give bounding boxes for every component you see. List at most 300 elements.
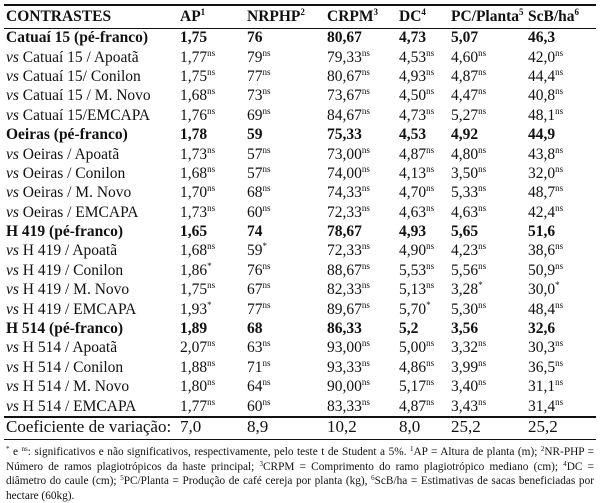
cell-value: 64 [247, 378, 263, 396]
table-cell [451, 319, 528, 338]
cell-superscript: * [478, 280, 483, 291]
cell-value: 4,50 [399, 87, 427, 105]
table-cell [327, 377, 399, 396]
contrast-row [6, 241, 598, 260]
row-label [6, 125, 180, 144]
cell-superscript: 2 [300, 7, 305, 17]
table-cell [528, 125, 598, 144]
row-label [6, 86, 180, 105]
table-cell [451, 47, 528, 66]
table-cell [180, 358, 247, 377]
cell-value: 5,33 [451, 184, 479, 202]
table-cell [327, 241, 399, 260]
cell-superscript: 6 [574, 7, 580, 17]
row-label [6, 183, 180, 202]
table-cell [247, 47, 327, 66]
row-label [6, 319, 180, 338]
row-label [6, 261, 180, 280]
table-cell [451, 222, 528, 241]
row-label-text: Catuaí 15 / Apoatã [18, 48, 139, 66]
cell-value: 5,65 [451, 223, 479, 241]
cell-superscript: ns [426, 47, 435, 58]
table-cell [451, 261, 528, 280]
row-label-text: Oeiras (pé-franco) [6, 126, 128, 144]
cell-value: 40,8 [528, 87, 556, 105]
column-header [327, 5, 399, 28]
table-cell [399, 203, 451, 222]
cell-value: 4,87 [399, 145, 427, 163]
cell-value: DC [399, 8, 422, 25]
contrast-row [6, 261, 598, 280]
contrast-row [6, 67, 598, 86]
cell-superscript: 3 [373, 7, 378, 17]
table-cell [399, 67, 451, 86]
row-label-text: H 514 / EMCAPA [18, 397, 137, 415]
cell-value: 1,78 [180, 126, 208, 144]
cell-value: 1,68 [180, 164, 208, 182]
cell-superscript: ns [478, 260, 487, 271]
contrast-row [6, 299, 598, 318]
cell-value: 76 [247, 29, 263, 47]
cell-superscript: * [207, 260, 212, 271]
cell-value: 80,67 [327, 29, 362, 47]
cell-value: 5,00 [399, 339, 427, 357]
table-cell [327, 183, 399, 202]
row-label [6, 28, 180, 47]
vs-prefix: vs [6, 184, 19, 202]
table-cell [327, 164, 399, 183]
cv-label: Coeficiente de variação: [6, 417, 172, 437]
cell-value: 44,9 [528, 126, 556, 144]
table-cell [399, 144, 451, 163]
row-label-text: H 514 / Conilon [18, 358, 124, 376]
footnote-text: DC = diâmetro do caule (cm); [6, 460, 594, 487]
cell-superscript: ns [207, 338, 216, 349]
cell-value: 63 [247, 339, 263, 357]
cell-superscript: ns [426, 338, 435, 349]
cell-value: CRPM [327, 8, 374, 25]
cell-value: 4,70 [399, 184, 427, 202]
cv-value: 10,2 [327, 417, 357, 437]
cell-superscript: ns [478, 47, 487, 58]
table-cell [399, 106, 451, 125]
cell-value: 73 [247, 87, 263, 105]
row-label [6, 203, 180, 222]
cell-value: 1,70 [180, 184, 208, 202]
row-label-text: Oeiras / Apoatã [18, 145, 120, 163]
cell-value: 3,43 [451, 397, 479, 415]
table-cell [247, 183, 327, 202]
cell-value: 60 [247, 203, 263, 221]
cell-superscript: * [262, 241, 267, 252]
cell-superscript: ns [207, 163, 216, 174]
results-table [6, 5, 598, 438]
vs-prefix: vs [6, 397, 19, 415]
table-cell [451, 203, 528, 222]
cell-value: 90,00 [327, 378, 362, 396]
cell-superscript: ns [478, 183, 487, 194]
cell-value: 4,93 [399, 67, 427, 85]
cell-value: 3,28 [451, 281, 479, 299]
cell-value: 68 [247, 320, 263, 338]
row-label-text: Oeiras / EMCAPA [18, 203, 139, 221]
table-cell [528, 299, 598, 318]
table-cell [451, 67, 528, 86]
cell-superscript: ns [426, 280, 435, 291]
vs-prefix: vs [6, 48, 19, 66]
row-label-text: Catuaí 15/EMCAPA [18, 106, 151, 124]
cell-value: 67 [247, 281, 263, 299]
cell-value: 3,99 [451, 358, 479, 376]
table-cell [180, 203, 247, 222]
cell-value: 5,53 [399, 261, 427, 279]
cell-superscript: ns [555, 86, 564, 97]
table-cell [451, 299, 528, 318]
cell-value: 3,40 [451, 378, 479, 396]
cell-superscript: ns [262, 280, 271, 291]
vs-prefix: vs [6, 203, 19, 221]
cell-superscript: ns [262, 86, 271, 97]
contrast-row [6, 280, 598, 299]
cell-superscript: ns [262, 338, 271, 349]
cell-superscript: ns [361, 377, 370, 388]
table-cell [247, 319, 327, 338]
footnote-text: AP = Altura de planta (m); [413, 446, 541, 458]
table-cell [451, 106, 528, 125]
row-label-text: H 419 / Apoatã [18, 242, 118, 260]
vs-prefix: vs [6, 67, 19, 85]
table-cell [399, 164, 451, 183]
contrast-row [6, 183, 598, 202]
cell-value: 5,13 [399, 281, 427, 299]
cell-value: 80,67 [327, 67, 362, 85]
vs-prefix: vs [6, 242, 19, 260]
table-cell [451, 144, 528, 163]
cell-value: 30,0 [528, 281, 556, 299]
cell-superscript: ns [555, 183, 564, 194]
row-label-text: H 419 / EMCAPA [18, 300, 137, 318]
cell-value: 4,93 [399, 223, 427, 241]
table-cell [180, 377, 247, 396]
cell-value: 1,68 [180, 87, 208, 105]
table-cell [451, 241, 528, 260]
cell-value: 5,07 [451, 29, 479, 47]
table-cell [247, 203, 327, 222]
table-cell [528, 261, 598, 280]
table-cell [247, 222, 327, 241]
cell-superscript: ns [207, 66, 216, 77]
table-cell [528, 144, 598, 163]
cell-superscript: ns [207, 280, 216, 291]
footnote [6, 445, 594, 503]
table-cell [399, 125, 451, 144]
cell-value: 4,63 [451, 203, 479, 221]
cell-value: 4,60 [451, 48, 479, 66]
table-cell [451, 338, 528, 357]
cell-superscript: ns [361, 241, 370, 252]
cell-superscript: ns [361, 66, 370, 77]
header-row [6, 5, 598, 28]
cell-value: 59 [247, 126, 263, 144]
cell-superscript: ns [478, 377, 487, 388]
footnote-superscript: ns [21, 445, 28, 453]
cell-value: 1,75 [180, 67, 208, 85]
table-cell [180, 47, 247, 66]
vs-prefix: vs [6, 358, 19, 376]
table-cell [247, 144, 327, 163]
cell-value: 86,33 [327, 320, 362, 338]
cv-value: 25,2 [451, 417, 481, 437]
cell-value: 57 [247, 164, 263, 182]
cell-superscript: ns [361, 163, 370, 174]
cell-value: 4,23 [451, 242, 479, 260]
table-cell [327, 67, 399, 86]
cell-value: 5,17 [399, 378, 427, 396]
table-cell [528, 280, 598, 299]
table-cell [451, 377, 528, 396]
footnote-text: PC/Planta = Produção de café cereja por planta (kg), [123, 475, 372, 487]
footnote-superscript: 1 [409, 445, 414, 453]
cell-superscript: ns [361, 357, 370, 368]
row-label-text: H 419 / M. Novo [18, 281, 130, 299]
footnote-superscript: 6 [371, 474, 375, 482]
table-cell [399, 338, 451, 357]
footnote-superscript: * [6, 445, 10, 453]
table-cell [327, 338, 399, 357]
cell-superscript: ns [262, 396, 271, 407]
column-header [247, 5, 327, 28]
cell-value: 76 [247, 261, 263, 279]
vs-prefix: vs [6, 261, 19, 279]
column-header [451, 5, 528, 28]
cell-value: 72,33 [327, 203, 362, 221]
table-cell [180, 28, 247, 47]
cell-value: 51,6 [528, 223, 556, 241]
cell-value: 4,86 [399, 358, 427, 376]
contrast-row [6, 106, 598, 125]
cell-value: 1,86 [180, 261, 208, 279]
cell-superscript: ns [361, 260, 370, 271]
cell-value: 30,3 [528, 339, 556, 357]
vs-prefix: vs [6, 281, 19, 299]
table-cell [180, 261, 247, 280]
table-cell [180, 183, 247, 202]
cell-value: 74,33 [327, 184, 362, 202]
cell-value: 1,73 [180, 203, 208, 221]
table-cell [247, 358, 327, 377]
cell-superscript: ns [555, 357, 564, 368]
row-label-text: H 514 / M. Novo [18, 378, 130, 396]
column-header [180, 5, 247, 28]
cell-superscript: ns [478, 241, 487, 252]
table-cell [528, 67, 598, 86]
vs-prefix: vs [6, 339, 19, 357]
table-cell [247, 106, 327, 125]
cell-value: 1,89 [180, 320, 208, 338]
cell-value: 77 [247, 300, 263, 318]
table-cell [180, 106, 247, 125]
column-header [399, 5, 451, 28]
table-cell [327, 222, 399, 241]
table-cell [528, 47, 598, 66]
table-cell [451, 396, 528, 415]
table-cell [451, 125, 528, 144]
cell-superscript: ns [426, 163, 435, 174]
table-cell [247, 261, 327, 280]
cell-value: 4,87 [451, 67, 479, 85]
cell-superscript: ns [478, 66, 487, 77]
cell-value: 83,33 [327, 397, 362, 415]
table-cell [451, 86, 528, 105]
row-label [6, 377, 180, 396]
table-cell [528, 396, 598, 415]
cell-value: 73,67 [327, 87, 362, 105]
cell-superscript: ns [361, 144, 370, 155]
table-cell [247, 280, 327, 299]
cell-value: 50,9 [528, 261, 556, 279]
table-cell [180, 299, 247, 318]
table-cell [327, 203, 399, 222]
table-cell [399, 222, 451, 241]
cell-value: 1,88 [180, 358, 208, 376]
cell-value: 4,63 [399, 203, 427, 221]
cell-superscript: ns [361, 86, 370, 97]
cell-superscript: ns [426, 105, 435, 116]
table-cell [399, 47, 451, 66]
table-cell [180, 125, 247, 144]
cell-value: 1,75 [180, 29, 208, 47]
row-label-text: Oeiras / Conilon [18, 164, 126, 182]
cell-superscript: ns [207, 86, 216, 97]
row-label-text: Catuaí 15 / M. Novo [18, 87, 151, 105]
cell-value: 93,33 [327, 358, 362, 376]
cell-superscript: * [207, 299, 212, 310]
cv-value: 8,9 [247, 417, 269, 437]
cell-superscript: ns [426, 86, 435, 97]
cell-value: 5,30 [451, 300, 479, 318]
table-cell [451, 183, 528, 202]
cell-superscript: ns [478, 202, 487, 213]
cv-value: 8,0 [399, 417, 421, 437]
footnote-text: CRPM = Comprimento do ramo plagiotrópico mediano (cm); [263, 460, 564, 473]
cell-value: 4,87 [399, 397, 427, 415]
cell-value: 31,1 [528, 378, 556, 396]
cell-value: 77 [247, 67, 263, 85]
cv-row [6, 416, 598, 438]
footnote-text: ScB/ha = Estimativas de sacas beneficiadas por hectare (60kg). [6, 475, 594, 502]
cell-value: 32,6 [528, 320, 556, 338]
row-label [6, 106, 180, 125]
table-cell [180, 222, 247, 241]
cell-value: 82,33 [327, 281, 362, 299]
table-cell [327, 396, 399, 415]
cell-value: 78,67 [327, 223, 362, 241]
cell-superscript: ns [361, 338, 370, 349]
cell-superscript: ns [426, 144, 435, 155]
cell-value: 43,8 [528, 145, 556, 163]
table-cell [327, 299, 399, 318]
cell-value: 60 [247, 397, 263, 415]
cell-superscript: ns [426, 66, 435, 77]
cell-value: 1,80 [180, 378, 208, 396]
table-cell [180, 144, 247, 163]
contrast-row [6, 203, 598, 222]
vs-prefix: vs [6, 378, 19, 396]
cell-superscript: ns [478, 396, 487, 407]
row-label [6, 241, 180, 260]
table-cell [528, 358, 598, 377]
column-header [528, 5, 598, 28]
contrast-row [6, 164, 598, 183]
cell-superscript: ns [426, 260, 435, 271]
cell-superscript: ns [207, 241, 216, 252]
cell-value: 3,32 [451, 339, 479, 357]
cell-value: 44,4 [528, 67, 556, 85]
cell-value: 4,53 [399, 48, 427, 66]
footnote-text: : significativos e não significativos, respectivamente, pelo teste t de Student a 5%. [27, 446, 410, 458]
cell-value: 74 [247, 223, 263, 241]
cell-value: NRPHP [247, 8, 301, 25]
cell-value: 68 [247, 184, 263, 202]
cell-value: 59 [247, 242, 263, 260]
cell-superscript: ns [262, 260, 271, 271]
cell-superscript: ns [262, 47, 271, 58]
cell-value: 4,92 [451, 126, 479, 144]
cell-value: 69 [247, 106, 263, 124]
footnote-superscript: 4 [563, 459, 567, 468]
table-cell [180, 280, 247, 299]
table-cell [528, 86, 598, 105]
cell-superscript: ns [478, 105, 487, 116]
table-cell [327, 47, 399, 66]
cell-value: 93,00 [327, 339, 362, 357]
table-cell [180, 86, 247, 105]
table-cell [247, 67, 327, 86]
cell-superscript: ns [207, 47, 216, 58]
row-label-text: H 514 / Apoatã [18, 339, 118, 357]
cell-superscript: ns [555, 202, 564, 213]
cell-value: 71 [247, 358, 263, 376]
table-cell [399, 319, 451, 338]
footnote-text: NR-PHP = Número de ramos plagiotrópicos da haste principal; [6, 446, 594, 473]
cell-superscript: ns [555, 105, 564, 116]
table-cell [528, 222, 598, 241]
cell-superscript: ns [361, 299, 370, 310]
contrast-row [6, 338, 598, 357]
cell-value: 73,00 [327, 145, 362, 163]
vs-prefix: vs [6, 87, 19, 105]
cell-value: 4,73 [399, 106, 427, 124]
table-cell [327, 280, 399, 299]
table-cell [451, 358, 528, 377]
table-cell [247, 125, 327, 144]
cell-superscript: ns [555, 260, 564, 271]
cell-superscript: ns [262, 105, 271, 116]
cell-value: 1,77 [180, 397, 208, 415]
table-cell [247, 299, 327, 318]
cell-superscript: ns [207, 183, 216, 194]
cell-value: 4,90 [399, 242, 427, 260]
cell-superscript: ns [426, 202, 435, 213]
table-cell [247, 396, 327, 415]
table-cell [528, 164, 598, 183]
table-cell [327, 144, 399, 163]
contrast-row [6, 358, 598, 377]
cell-superscript: ns [361, 47, 370, 58]
cell-superscript: ns [262, 299, 271, 310]
cell-superscript: ns [555, 66, 564, 77]
group-row [6, 28, 598, 47]
